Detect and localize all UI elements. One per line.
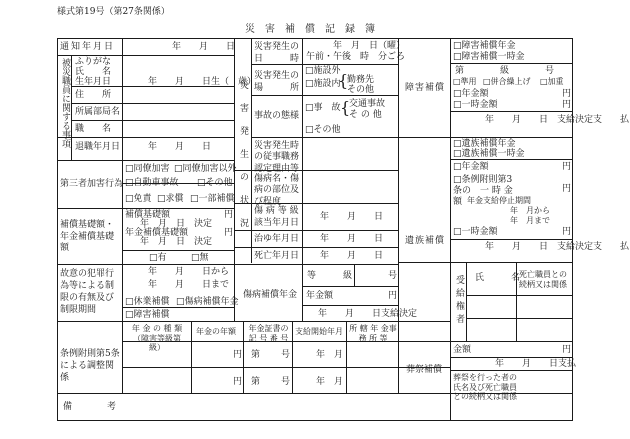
furigana-label: ふりがな [75, 57, 112, 67]
birth-value: 年 月 日生（ 歳） [148, 77, 257, 87]
dis-grade: 第 級 号 [455, 66, 555, 76]
pension-base-decided: 年 月 日 決定 [140, 237, 213, 247]
pension-base-label: 年金補償基礎額 [125, 228, 189, 238]
adj-r2-yen: 円 [233, 377, 243, 387]
adj-h1: 年 金 の 種 類（障害等級第 級） [131, 324, 189, 353]
victim-section-label: 被災職員に関する事項 [60, 58, 70, 148]
funeral-amount-label: 金額 [453, 345, 472, 355]
ip-grade-go: 号 [388, 271, 398, 281]
lump-yen: 円 [562, 100, 572, 110]
chk-aggr[interactable]: □加重 [540, 77, 564, 86]
chk-no[interactable]: □無 [191, 253, 209, 263]
annual2-yen: 円 [562, 162, 572, 172]
chk-leave[interactable]: □休業補償 [125, 297, 170, 307]
accident-label: 事故の態様 [254, 111, 300, 121]
dis-pay-dec: 年 月 日 支給決定支 払 [485, 115, 630, 125]
cure-value: 年 月 日 [320, 234, 384, 244]
place-opt1: 勤務先 [347, 75, 375, 85]
adj-r1-go: 号 [281, 350, 291, 360]
chk-dis-pension[interactable]: □障害補償年金 [453, 41, 516, 51]
injury-pension-label: 傷病補償年金 [243, 290, 298, 300]
funeral-person: 葬祭を行った者の氏名及び死亡職員との続柄又は関係 [453, 373, 517, 402]
chk-annual[interactable]: □年金額 [453, 89, 489, 99]
base-amt-label: 補償基礎額 [125, 210, 171, 220]
occ-dt-v1: 年 月 日（曜） [333, 41, 406, 51]
adj-label: 条例附則第5条による調整関係 [60, 349, 120, 384]
chk-supp[interactable]: □条例附則第3条の 一 時 金 額 [453, 175, 513, 207]
chk-settle[interactable]: □一部補償 [190, 194, 235, 204]
suspend-label: 年金支給停止期間 [467, 196, 531, 205]
adj-r2-ym: 年 月 [316, 377, 344, 387]
recipient-label: 受給権者 [454, 275, 464, 327]
acc-opt2: そ の 他 [349, 110, 382, 120]
chk-lump[interactable]: □一時金額 [453, 100, 498, 110]
chk-disability[interactable]: □障害補償 [125, 310, 170, 320]
address-label: 住 所 [75, 90, 112, 100]
notice-date-value: 年 月 日 [172, 42, 236, 52]
chk-dis-lump[interactable]: □障害補償一時金 [453, 52, 525, 62]
ip-decided: 年 月 日支給決定 [318, 309, 418, 319]
chk-lump2[interactable]: □一時金額 [453, 227, 498, 237]
grade-label: 傷 病 等 級該当年月日 [254, 206, 300, 228]
grade-value: 年 月 日 [320, 212, 384, 222]
chk-annual2[interactable]: □年金額 [453, 162, 489, 172]
cert-label: 災害発生時の従事職務認定理由等 [254, 141, 300, 174]
crime-to: 年 月 日まで [148, 280, 230, 290]
chk-surv-lump[interactable]: □遺族補償一時金 [453, 149, 525, 159]
adj-r2-go: 号 [281, 377, 291, 387]
occ-dt-label: 災害発生の日 時 [254, 42, 300, 64]
dept-label: 所属部局名 [75, 107, 121, 117]
base-decided: 年 月 日 決定 [140, 219, 213, 229]
post-label: 職 名 [75, 124, 112, 134]
chk-surv-pension[interactable]: □遺族補償年金 [453, 139, 516, 149]
chk-waiver[interactable]: □免責 [125, 194, 152, 204]
name-label: 氏 名 [75, 67, 112, 77]
adj-h3: 年金証書の記 号 番 号 [248, 324, 289, 343]
acc-opt1: 交通事故 [349, 99, 386, 109]
birth-label: 生年月日 [75, 77, 112, 87]
lump2-yen: 円 [562, 227, 572, 237]
chk-merge[interactable]: □併合繰上げ [483, 77, 531, 86]
acc-brace: { [340, 98, 351, 117]
chk-out[interactable]: □施設外 [305, 66, 341, 76]
survivor-label: 遺族補償 [405, 236, 446, 246]
sus-from: 年 月から [510, 206, 550, 215]
supp-yen: 円 [562, 184, 572, 194]
adj-h2: 年金の年額 [196, 327, 236, 336]
ip-grade-label: 等 級 [307, 271, 353, 281]
cure-label: 治ゆ年月日 [254, 234, 300, 244]
injury-label: 傷病名・傷病の部位及び程度 [254, 174, 300, 207]
ip-amount-yen: 円 [388, 291, 398, 301]
disability-label: 障害補償 [405, 83, 446, 93]
adj-r2-dai: 第 [251, 377, 261, 387]
funeral-pay: 年 月 日支払 [495, 359, 577, 369]
chk-yes[interactable]: □有 [149, 253, 167, 263]
chk-claim[interactable]: □求償 [157, 194, 184, 204]
disaster-section-label: 災害発生の状況 [238, 80, 248, 241]
chk-other2[interactable]: □その他 [305, 125, 341, 135]
form-number: 様式第19号（第27条関係） [57, 7, 170, 17]
chk-std[interactable]: □準用 [453, 77, 477, 86]
base-label: 補償基礎額・年金補償基礎額 [60, 220, 115, 254]
ip-amount-label: 年金額 [306, 291, 334, 301]
chk-same-harm[interactable]: □同僚加害 [125, 164, 170, 174]
chk-in[interactable]: □施設内 [305, 79, 341, 89]
page-title: 災害補償記録簿 [245, 24, 385, 35]
sus-to: 年 月まで [510, 216, 550, 225]
surv-pay-dec: 年 月 日 支給決定支 払 [485, 242, 630, 252]
rec-rel-label: 死亡職員との続柄又は関係 [519, 270, 567, 289]
chk-car[interactable]: □自動車事故 [125, 178, 179, 188]
chk-non-same[interactable]: □同僚加害以外 [174, 164, 237, 174]
adj-r1-dai: 第 [251, 350, 261, 360]
crime-label: 故意の犯罪行為等による制限の有無及び制限期間 [60, 269, 115, 316]
adj-r1-ym: 年 月 [316, 350, 344, 360]
remarks-label: 備 考 [63, 402, 119, 412]
rec-name-label: 氏 名 [475, 273, 521, 283]
adj-h4: 支給開始年月 [295, 327, 343, 336]
chk-other1[interactable]: □その他 [197, 178, 233, 188]
occ-dt-v2: 午前・午後 時 分ごろ [306, 52, 406, 62]
death-label: 死亡年月日 [254, 251, 300, 261]
place-label: 災害発生の場 所 [254, 71, 300, 93]
retire-date-label: 退職年月日 [75, 142, 121, 152]
place-brace: { [338, 71, 349, 90]
pension-base-yen: 円 [224, 228, 234, 238]
chk-accident[interactable]: □事 故 [305, 103, 341, 113]
chk-injury-pension[interactable]: □傷病補償年金 [176, 297, 239, 307]
crime-from: 年 月 日から [148, 267, 230, 277]
adj-r1-yen: 円 [233, 350, 243, 360]
base-yen: 円 [224, 210, 234, 220]
death-value: 年 月 日 [320, 251, 384, 261]
adj-h5: 所 轄 年 金事 務 所 等 [349, 324, 397, 343]
annual-yen: 円 [562, 89, 572, 99]
funeral-amount-yen: 円 [562, 345, 572, 355]
notice-date-label: 通知年月日 [60, 42, 116, 52]
funeral-label: 葬祭補償 [406, 365, 443, 375]
third-party-label: 第三者加害行為 [60, 179, 124, 189]
place-opt2: その他 [347, 85, 375, 95]
retire-date-value: 年 月 日 [148, 142, 212, 152]
